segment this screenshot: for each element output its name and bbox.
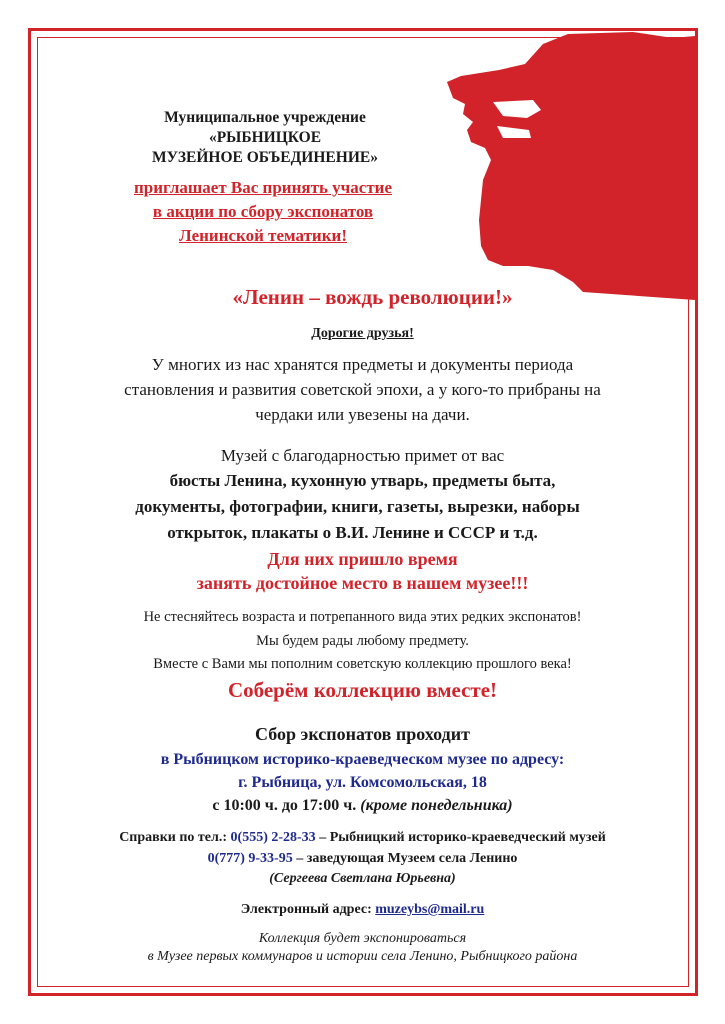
invite-line3: Ленинской тематики! [179, 226, 347, 245]
contacts-line2 [0, 851, 725, 867]
encourage-line3: Вместе с Вами мы пополним советскую коллекцию прошлого века! [153, 656, 572, 672]
call-line2: занять достойное место в нашем музее!!! [196, 573, 529, 593]
org-name-line2: «РЫБНИЦКОЕ [208, 129, 322, 146]
email-link[interactable]: muzeybs@mail.ru [375, 902, 485, 917]
footer-line2: в Музее первых коммунаров и истории села Ленино, Рыбницкого района [147, 949, 578, 964]
invite-line1: приглашает Вас принять участие [133, 178, 393, 197]
campaign-title: «Ленин – вождь революции!» [232, 285, 513, 309]
collection-address: г. Рыбница, ул. Комсомольская, 18 [238, 774, 487, 791]
invite-line2: в акции по сбору экспонатов [152, 202, 374, 221]
call-line1: Для них пришло время [267, 549, 458, 569]
encourage-line1: Не стесняйтесь возраста и потрепанного вида этих редких экспонатов! [143, 609, 582, 625]
org-name-line1: Муниципальное учреждение [164, 109, 366, 126]
email-label: Электронный адрес: [240, 902, 372, 917]
items-line4: открыток, плакаты о В.И. Ленине и СССР и т.д. [167, 523, 538, 542]
encourage-line2: Мы будем рады любому предмету. [256, 633, 469, 649]
slogan: Соберём коллекцию вместе! [227, 678, 498, 702]
intro-line2: становления и развития советской эпохи, а у кого-то прибраны на [124, 380, 601, 399]
intro-line3: чердаки или увезены на дачи. [255, 405, 470, 424]
collection-hours-line [0, 797, 725, 815]
phone2: 0(777) 9-33-95 [207, 851, 293, 866]
footer-line1: Коллекция будет экспонироваться [258, 931, 467, 946]
phone2-description: – заведующая Музеем села Ленино [296, 851, 518, 866]
items-line3: документы, фотографии, книги, газеты, вырезки, наборы [135, 497, 580, 516]
lenin-silhouette-image [433, 30, 695, 300]
contact-person: (Сергеева Светлана Юрьевна) [269, 871, 456, 886]
items-line1: Музей с благодарностью примет от вас [220, 446, 505, 465]
collection-heading: Сбор экспонатов проходит [255, 724, 470, 744]
collection-place: в Рыбницком историко-краеведческом музее по адресу: [160, 751, 565, 768]
phone1-description: – Рыбницкий историко-краеведческий музей [319, 830, 606, 845]
items-line2: бюсты Ленина, кухонную утварь, предметы быта, [169, 471, 556, 490]
contacts-label: Справки по тел.: [119, 830, 228, 845]
org-name-line3: МУЗЕЙНОЕ ОБЪЕДИНЕНИЕ» [152, 149, 378, 166]
collection-hours-note: (кроме понедельника) [360, 797, 513, 814]
collection-hours: с 10:00 ч. до 17:00 ч. [212, 797, 357, 814]
greeting: Дорогие друзья! [311, 326, 414, 341]
phone1: 0(555) 2-28-33 [230, 830, 316, 845]
contacts-line1 [0, 830, 725, 846]
intro-line1: У многих из нас хранятся предметы и документы периода [151, 355, 574, 374]
email-line [0, 902, 725, 918]
